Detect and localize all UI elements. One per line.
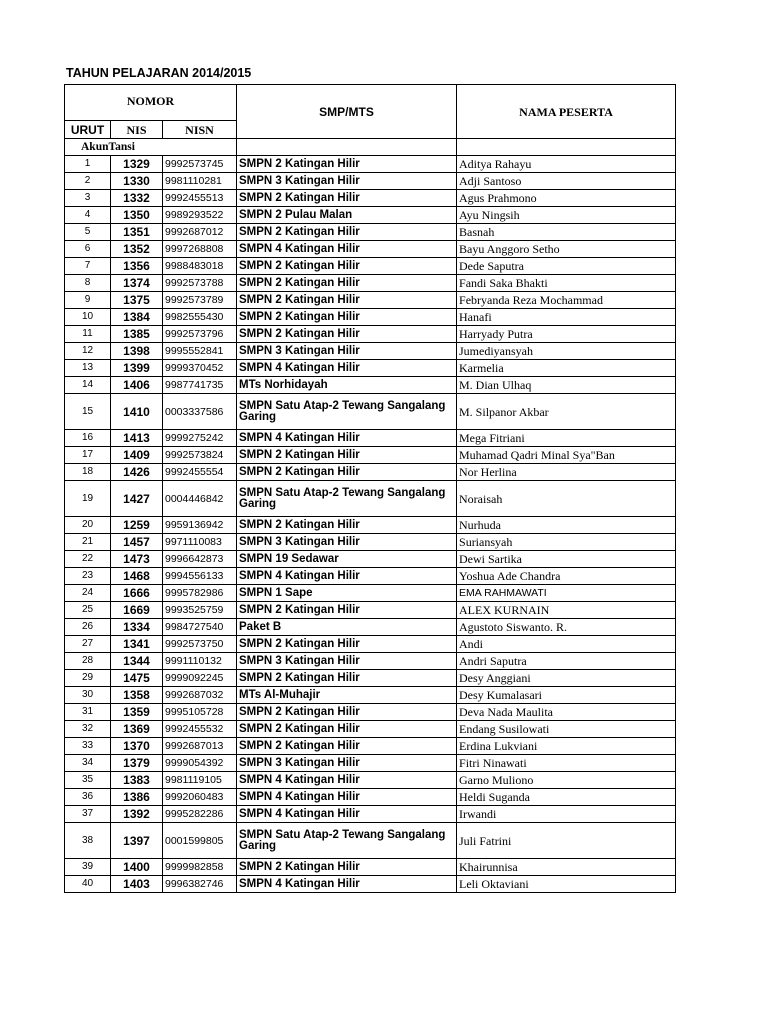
table-row: [65, 447, 676, 464]
nis-cell: 1329: [111, 156, 163, 173]
section-label: AkunTansi: [65, 139, 163, 156]
school-cell: SMPN 4 Katingan Hilir: [237, 360, 457, 377]
table-row: [65, 207, 676, 224]
school-cell: SMPN 2 Katingan Hilir: [237, 275, 457, 292]
nis-cell: 1358: [111, 687, 163, 704]
participant-name-cell: Mega Fitriani: [457, 430, 676, 447]
nisn-cell: 9996382746: [163, 876, 237, 893]
nis-cell: 1359: [111, 704, 163, 721]
row-number: 23: [65, 568, 111, 585]
table-row: [65, 464, 676, 481]
nisn-cell: 9995105728: [163, 704, 237, 721]
table-row: [65, 551, 676, 568]
school-cell: SMPN 4 Katingan Hilir: [237, 568, 457, 585]
nis-cell: 1356: [111, 258, 163, 275]
nisn-cell: 9992687013: [163, 738, 237, 755]
nisn-cell: 9992573750: [163, 636, 237, 653]
table-row: [65, 173, 676, 190]
school-cell: SMPN 4 Katingan Hilir: [237, 430, 457, 447]
nisn-cell: 9971110083: [163, 534, 237, 551]
nisn-cell: 9995282286: [163, 806, 237, 823]
participant-name-cell: Leli Oktaviani: [457, 876, 676, 893]
nisn-cell: 9989293522: [163, 207, 237, 224]
nis-cell: 1375: [111, 292, 163, 309]
nisn-cell: 9995552841: [163, 343, 237, 360]
nisn-cell: 9984727540: [163, 619, 237, 636]
participant-name-cell: Erdina Lukviani: [457, 738, 676, 755]
school-cell: Paket B: [237, 619, 457, 636]
school-cell: SMPN 2 Katingan Hilir: [237, 721, 457, 738]
nisn-cell: 9999370452: [163, 360, 237, 377]
participant-name-cell: Irwandi: [457, 806, 676, 823]
nis-cell: 1397: [111, 823, 163, 859]
school-cell: SMPN 1 Sape: [237, 585, 457, 602]
table-row: [65, 619, 676, 636]
school-cell: SMPN 3 Katingan Hilir: [237, 534, 457, 551]
table-row: [65, 343, 676, 360]
row-number: 2: [65, 173, 111, 190]
school-cell: SMPN 2 Katingan Hilir: [237, 258, 457, 275]
school-cell: SMPN 4 Katingan Hilir: [237, 806, 457, 823]
header-nis: NIS: [111, 121, 163, 139]
nis-cell: 1351: [111, 224, 163, 241]
school-cell: SMPN 2 Katingan Hilir: [237, 224, 457, 241]
row-number: 35: [65, 772, 111, 789]
nis-cell: 1392: [111, 806, 163, 823]
table-row: [65, 517, 676, 534]
row-number: 37: [65, 806, 111, 823]
table-row: [65, 653, 676, 670]
row-number: 22: [65, 551, 111, 568]
nis-cell: 1384: [111, 309, 163, 326]
nis-cell: 1383: [111, 772, 163, 789]
row-number: 12: [65, 343, 111, 360]
header-school: SMP/MTS: [237, 85, 457, 139]
page-title: TAHUN PELAJARAN 2014/2015: [66, 66, 252, 80]
row-number: 28: [65, 653, 111, 670]
nis-cell: 1344: [111, 653, 163, 670]
school-cell: SMPN 2 Katingan Hilir: [237, 704, 457, 721]
school-cell: SMPN 2 Katingan Hilir: [237, 309, 457, 326]
row-number: 33: [65, 738, 111, 755]
row-number: 15: [65, 394, 111, 430]
school-cell: SMPN 3 Katingan Hilir: [237, 653, 457, 670]
nis-cell: 1669: [111, 602, 163, 619]
table-row: [65, 241, 676, 258]
nis-cell: 1334: [111, 619, 163, 636]
participant-name-cell: Bayu Anggoro Setho: [457, 241, 676, 258]
nisn-cell: 9992455532: [163, 721, 237, 738]
nisn-cell: 9959136942: [163, 517, 237, 534]
row-number: 40: [65, 876, 111, 893]
row-number: 1: [65, 156, 111, 173]
participant-name-cell: Jumediyansyah: [457, 343, 676, 360]
nisn-cell: 9992687012: [163, 224, 237, 241]
nis-cell: 1352: [111, 241, 163, 258]
school-cell: SMPN 2 Katingan Hilir: [237, 738, 457, 755]
nisn-cell: 9992060483: [163, 789, 237, 806]
participant-name-cell: Noraisah: [457, 481, 676, 517]
nis-cell: 1385: [111, 326, 163, 343]
nisn-cell: 9981110281: [163, 173, 237, 190]
nis-cell: 1426: [111, 464, 163, 481]
nisn-cell: 9981119105: [163, 772, 237, 789]
header-nomor: NOMOR: [65, 85, 237, 121]
nisn-cell: 9991110132: [163, 653, 237, 670]
participant-name-cell: Deva Nada Maulita: [457, 704, 676, 721]
nisn-cell: 9993525759: [163, 602, 237, 619]
row-number: 8: [65, 275, 111, 292]
row-number: 34: [65, 755, 111, 772]
school-cell: SMPN 2 Katingan Hilir: [237, 670, 457, 687]
table-row: [65, 602, 676, 619]
school-cell: SMPN 4 Katingan Hilir: [237, 241, 457, 258]
nis-cell: 1427: [111, 481, 163, 517]
row-number: 19: [65, 481, 111, 517]
nis-cell: 1374: [111, 275, 163, 292]
table-row: [65, 636, 676, 653]
participant-name-cell: Basnah: [457, 224, 676, 241]
nis-cell: 1406: [111, 377, 163, 394]
nis-cell: 1475: [111, 670, 163, 687]
school-cell: SMPN Satu Atap-2 Tewang Sangalang Garing: [237, 823, 457, 859]
row-number: 27: [65, 636, 111, 653]
nisn-cell: 9987741735: [163, 377, 237, 394]
row-number: 14: [65, 377, 111, 394]
nis-cell: 1410: [111, 394, 163, 430]
nis-cell: 1457: [111, 534, 163, 551]
row-number: 16: [65, 430, 111, 447]
nisn-cell: 9999092245: [163, 670, 237, 687]
row-number: 38: [65, 823, 111, 859]
table-row: [65, 806, 676, 823]
row-number: 17: [65, 447, 111, 464]
school-cell: SMPN 2 Katingan Hilir: [237, 292, 457, 309]
school-cell: SMPN 4 Katingan Hilir: [237, 876, 457, 893]
nis-cell: 1473: [111, 551, 163, 568]
school-cell: SMPN 2 Katingan Hilir: [237, 326, 457, 343]
nis-cell: 1341: [111, 636, 163, 653]
participant-name-cell: EMA RAHMAWATI: [457, 585, 676, 602]
table-row: [65, 789, 676, 806]
participant-name-cell: Andri Saputra: [457, 653, 676, 670]
nisn-cell: 9994556133: [163, 568, 237, 585]
participant-name-cell: Nor Herlina: [457, 464, 676, 481]
participant-name-cell: Juli Fatrini: [457, 823, 676, 859]
table-row: [65, 190, 676, 207]
participant-name-cell: Fandi Saka Bhakti: [457, 275, 676, 292]
school-cell: SMPN 2 Katingan Hilir: [237, 517, 457, 534]
nisn-cell: 9999982858: [163, 859, 237, 876]
nisn-cell: 9992573789: [163, 292, 237, 309]
participant-name-cell: Agustoto Siswanto. R.: [457, 619, 676, 636]
table-row: [65, 823, 676, 859]
row-number: 30: [65, 687, 111, 704]
nisn-cell: 9999054392: [163, 755, 237, 772]
table-row: [65, 326, 676, 343]
school-cell: SMPN 4 Katingan Hilir: [237, 772, 457, 789]
nis-cell: 1413: [111, 430, 163, 447]
table-row: [65, 224, 676, 241]
participant-name-cell: Agus Prahmono: [457, 190, 676, 207]
school-cell: SMPN Satu Atap-2 Tewang Sangalang Garing: [237, 481, 457, 517]
table-row: [65, 568, 676, 585]
row-number: 13: [65, 360, 111, 377]
participant-name-cell: Endang Susilowati: [457, 721, 676, 738]
participant-name-cell: Aditya Rahayu: [457, 156, 676, 173]
table-row: [65, 481, 676, 517]
school-cell: SMPN 2 Katingan Hilir: [237, 190, 457, 207]
table-row: [65, 755, 676, 772]
participant-name-cell: Desy Anggiani: [457, 670, 676, 687]
table-row: [65, 772, 676, 789]
row-number: 7: [65, 258, 111, 275]
school-cell: SMPN 19 Sedawar: [237, 551, 457, 568]
row-number: 11: [65, 326, 111, 343]
row-number: 21: [65, 534, 111, 551]
nis-cell: 1399: [111, 360, 163, 377]
header-participant-name: NAMA PESERTA: [457, 85, 676, 139]
table-row: [65, 534, 676, 551]
section-row: [65, 139, 676, 156]
table-row: [65, 859, 676, 876]
nisn-cell: 9999275242: [163, 430, 237, 447]
table-row: [65, 377, 676, 394]
table-row: [65, 721, 676, 738]
header-nisn: NISN: [163, 121, 237, 139]
row-number: 18: [65, 464, 111, 481]
school-cell: SMPN 2 Katingan Hilir: [237, 859, 457, 876]
nis-cell: 1370: [111, 738, 163, 755]
table-row: [65, 876, 676, 893]
table-row: [65, 704, 676, 721]
participant-name-cell: Ayu Ningsih: [457, 207, 676, 224]
school-cell: SMPN 4 Katingan Hilir: [237, 789, 457, 806]
row-number: 20: [65, 517, 111, 534]
table-row: [65, 275, 676, 292]
nisn-cell: 9992573745: [163, 156, 237, 173]
nisn-cell: 9992573796: [163, 326, 237, 343]
school-cell: SMPN Satu Atap-2 Tewang Sangalang Garing: [237, 394, 457, 430]
nisn-cell: 0001599805: [163, 823, 237, 859]
participant-name-cell: Nurhuda: [457, 517, 676, 534]
participant-name-cell: ALEX KURNAIN: [457, 602, 676, 619]
row-number: 29: [65, 670, 111, 687]
table-row: [65, 670, 676, 687]
nisn-cell: 0004446842: [163, 481, 237, 517]
nis-cell: 1350: [111, 207, 163, 224]
table-row: [65, 430, 676, 447]
participant-name-cell: Hanafi: [457, 309, 676, 326]
header-urut: URUT: [65, 121, 111, 139]
nisn-cell: 9982555430: [163, 309, 237, 326]
participant-name-cell: Dede Saputra: [457, 258, 676, 275]
participant-name-cell: Karmelia: [457, 360, 676, 377]
nis-cell: 1332: [111, 190, 163, 207]
nisn-cell: 0003337586: [163, 394, 237, 430]
row-number: 32: [65, 721, 111, 738]
nisn-cell: 9992573788: [163, 275, 237, 292]
nis-cell: 1400: [111, 859, 163, 876]
table-row: [65, 360, 676, 377]
participant-name-cell: Yoshua Ade Chandra: [457, 568, 676, 585]
nis-cell: 1379: [111, 755, 163, 772]
row-number: 4: [65, 207, 111, 224]
table-row: [65, 258, 676, 275]
participant-name-cell: Suriansyah: [457, 534, 676, 551]
participant-name-cell: Andi: [457, 636, 676, 653]
table-row: [65, 292, 676, 309]
participant-name-cell: Dewi Sartika: [457, 551, 676, 568]
row-number: 31: [65, 704, 111, 721]
row-number: 6: [65, 241, 111, 258]
participant-name-cell: Febryanda Reza Mochammad: [457, 292, 676, 309]
participant-name-cell: Harryady Putra: [457, 326, 676, 343]
nisn-cell: 9996642873: [163, 551, 237, 568]
row-number: 10: [65, 309, 111, 326]
school-cell: SMPN 2 Katingan Hilir: [237, 464, 457, 481]
nisn-cell: 9995782986: [163, 585, 237, 602]
table-row: [65, 156, 676, 173]
table-row: [65, 394, 676, 430]
row-number: 39: [65, 859, 111, 876]
school-cell: SMPN 2 Katingan Hilir: [237, 156, 457, 173]
school-cell: MTs Al-Muhajir: [237, 687, 457, 704]
nis-cell: 1259: [111, 517, 163, 534]
table-row: [65, 309, 676, 326]
participant-name-cell: Fitri Ninawati: [457, 755, 676, 772]
nis-cell: 1409: [111, 447, 163, 464]
nisn-cell: 9988483018: [163, 258, 237, 275]
participant-name-cell: M. Silpanor Akbar: [457, 394, 676, 430]
participant-name-cell: Adji Santoso: [457, 173, 676, 190]
participant-name-cell: Garno Muliono: [457, 772, 676, 789]
row-number: 24: [65, 585, 111, 602]
participant-name-cell: Muhamad Qadri Minal Sya"Ban: [457, 447, 676, 464]
participant-name-cell: M. Dian Ulhaq: [457, 377, 676, 394]
school-cell: SMPN 3 Katingan Hilir: [237, 343, 457, 360]
table-row: [65, 738, 676, 755]
nisn-cell: 9997268808: [163, 241, 237, 258]
nis-cell: 1369: [111, 721, 163, 738]
participant-name-cell: Heldi Suganda: [457, 789, 676, 806]
row-number: 26: [65, 619, 111, 636]
nis-cell: 1666: [111, 585, 163, 602]
nisn-cell: 9992687032: [163, 687, 237, 704]
nis-cell: 1386: [111, 789, 163, 806]
participant-name-cell: Khairunnisa: [457, 859, 676, 876]
school-cell: SMPN 2 Katingan Hilir: [237, 602, 457, 619]
row-number: 25: [65, 602, 111, 619]
participant-name-cell: Desy Kumalasari: [457, 687, 676, 704]
school-cell: SMPN 3 Katingan Hilir: [237, 173, 457, 190]
row-number: 3: [65, 190, 111, 207]
nisn-cell: 9992455513: [163, 190, 237, 207]
nis-cell: 1468: [111, 568, 163, 585]
participant-table: [64, 84, 676, 893]
row-number: 36: [65, 789, 111, 806]
nisn-cell: 9992455554: [163, 464, 237, 481]
nis-cell: 1403: [111, 876, 163, 893]
table-row: [65, 687, 676, 704]
nisn-cell: 9992573824: [163, 447, 237, 464]
nis-cell: 1398: [111, 343, 163, 360]
nis-cell: 1330: [111, 173, 163, 190]
school-cell: SMPN 2 Katingan Hilir: [237, 636, 457, 653]
school-cell: SMPN 2 Katingan Hilir: [237, 447, 457, 464]
row-number: 5: [65, 224, 111, 241]
table-row: [65, 585, 676, 602]
school-cell: SMPN 3 Katingan Hilir: [237, 755, 457, 772]
school-cell: MTs Norhidayah: [237, 377, 457, 394]
row-number: 9: [65, 292, 111, 309]
school-cell: SMPN 2 Pulau Malan: [237, 207, 457, 224]
